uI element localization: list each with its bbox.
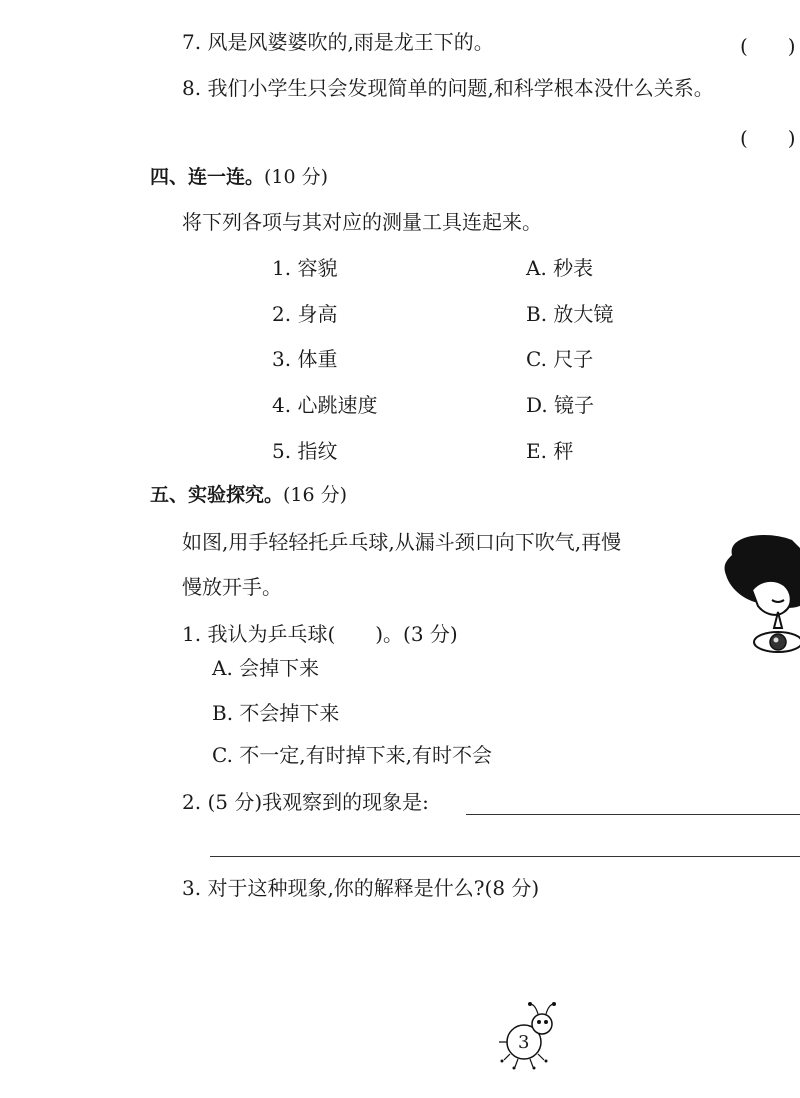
- page-number: 3: [518, 1032, 530, 1053]
- question-5-1: 1. 我认为乒乓球( )。(3 分): [182, 622, 458, 646]
- answer-paren-8[interactable]: ( ): [740, 126, 796, 150]
- section-5-intro-line-1: 如图,用手轻轻托乒乓球,从漏斗颈口向下吹气,再慢: [182, 530, 622, 554]
- question-7: 7. 风是风婆婆吹的,雨是龙王下的。: [182, 30, 494, 54]
- question-5-2: 2. (5 分)我观察到的现象是:: [182, 790, 429, 814]
- match-right-c[interactable]: C. 尺子: [526, 347, 594, 371]
- match-left-5[interactable]: 5. 指纹: [272, 439, 338, 463]
- option-a[interactable]: A. 会掉下来: [212, 656, 320, 680]
- section-4-score: (10 分): [264, 166, 329, 188]
- match-left-4[interactable]: 4. 心跳速度: [272, 393, 378, 417]
- match-right-e[interactable]: E. 秤: [526, 439, 574, 463]
- question-8: 8. 我们小学生只会发现简单的问题,和科学根本没什么关系。: [182, 76, 714, 100]
- answer-paren-7[interactable]: ( ): [740, 34, 796, 58]
- answer-line-2[interactable]: [210, 856, 800, 857]
- section-4-heading: 四、连一连。: [150, 166, 265, 188]
- option-c[interactable]: C. 不一定,有时掉下来,有时不会: [212, 743, 493, 767]
- boy-funnel-illustration: [712, 530, 800, 660]
- match-right-a[interactable]: A. 秒表: [526, 256, 594, 280]
- section-5-intro-line-2: 慢放开手。: [182, 575, 282, 599]
- question-5-3: 3. 对于这种现象,你的解释是什么?(8 分): [182, 876, 540, 900]
- match-left-1[interactable]: 1. 容貌: [272, 256, 338, 280]
- match-right-b[interactable]: B. 放大镜: [526, 302, 614, 326]
- match-left-3[interactable]: 3. 体重: [272, 347, 338, 371]
- section-4-instruction: 将下列各项与其对应的测量工具连起来。: [182, 210, 542, 234]
- option-b[interactable]: B. 不会掉下来: [212, 701, 340, 725]
- match-left-2[interactable]: 2. 身高: [272, 302, 338, 326]
- section-4-title: [150, 168, 328, 187]
- answer-line-1[interactable]: [466, 814, 800, 815]
- section-5-heading: 五、实验探究。: [150, 484, 284, 506]
- match-right-d[interactable]: D. 镜子: [526, 393, 595, 417]
- section-5-title: [150, 486, 347, 505]
- section-5-score: (16 分): [283, 484, 348, 506]
